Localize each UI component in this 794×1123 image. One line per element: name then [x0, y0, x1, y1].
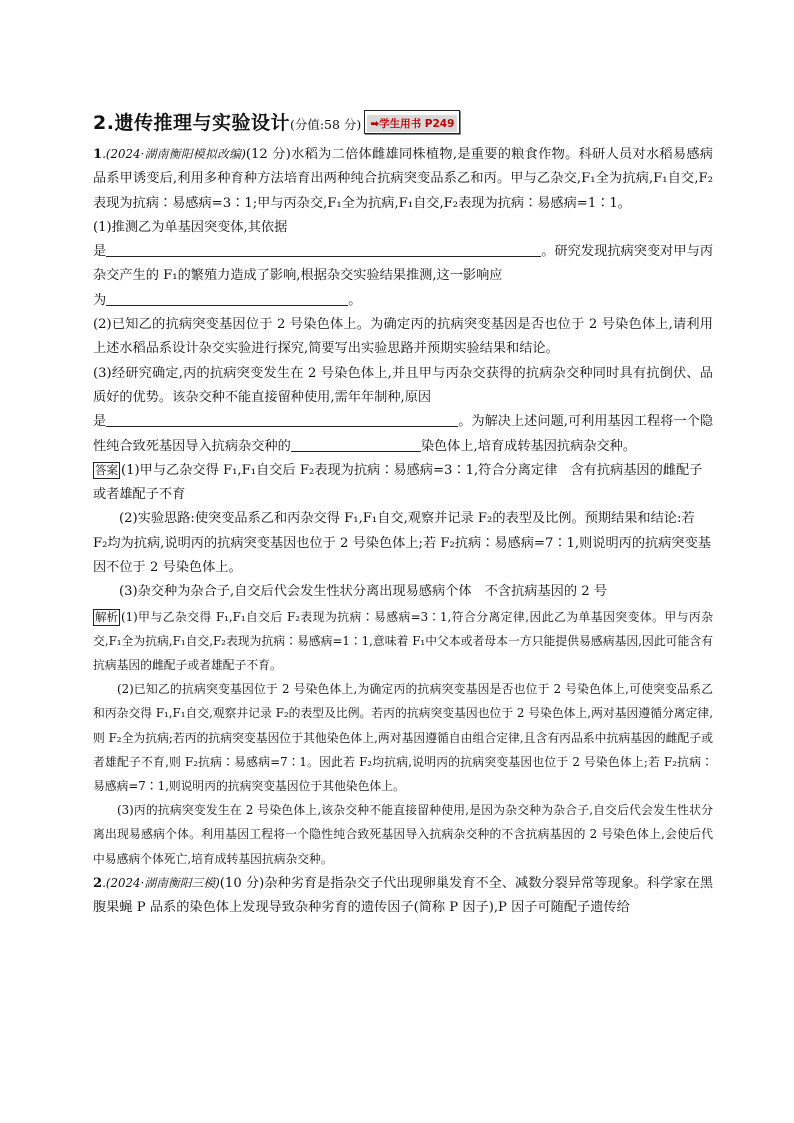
- question-1-part-1-blanks: [93, 240, 713, 313]
- text-segment: 。研究发现抗病突变对甲与丙杂交产生的 F₁的繁殖力造成了影响,根据杂交实验结果推测,这一影响应: [93, 244, 714, 284]
- explanation-tag: 解析: [95, 609, 118, 624]
- text-segment: 为: [93, 292, 107, 308]
- question-1-stem: [93, 142, 713, 216]
- answer-part-3: (3)杂交种为杂合子,自交后代会发生性状分离出现易感病个体 不含抗病基因的 2 号: [119, 584, 608, 600]
- reference-label: 学生用书 P249: [379, 118, 455, 130]
- answer-part-1: [93, 459, 713, 508]
- question-2-points: (10 分): [219, 875, 265, 891]
- question-2-source: .(2024·湖南衡阳三模): [102, 875, 220, 890]
- question-2-stem: [93, 871, 713, 921]
- text-segment: 染色体上,培育成转基因抗病杂交种。: [420, 438, 637, 454]
- content-body: [93, 142, 713, 920]
- answer-blank[interactable]: [106, 290, 348, 306]
- answer-blank[interactable]: [106, 411, 458, 427]
- text-segment: 。: [348, 292, 362, 308]
- text-segment: (3)经研究确定,丙的抗病突变发生在 2 号染色体上,并且甲与丙杂交获得的抗病杂交种同时具有抗倒伏、品质好的优势。该杂交种不能直接留种使用,需年年制种,原因: [93, 365, 713, 405]
- text-segment: 是: [93, 414, 107, 430]
- student-book-reference[interactable]: [364, 110, 460, 134]
- question-1-part-2: (2)已知乙的抗病突变基因位于 2 号染色体上。为确定丙的抗病突变基因是否也位于 2 号染色体上,请利用上述水稻品系设计杂交实验进行探究,简要写出实验思路并预期实验结果和结论。: [93, 317, 713, 357]
- explanation-text: (1)甲与乙杂交得 F₁,F₁自交后 F₂表现为抗病∶易感病=3∶1,符合分离定律,因此乙为单基因突变体。甲与丙杂交,F₁全为抗病,F₁自交,F₂表现为抗病∶易感病=1∶1,意味着 F₁中父本或者母本一方只能提供易感病基因,因此可能含有抗病基因的雌配子或者雄配子不育。: [93, 609, 713, 673]
- question-1-source: .(2024·湖南衡阳模拟改编): [102, 147, 246, 161]
- question-1-part-1-prompt: (1)推测乙为单基因突变体,其依据: [93, 219, 288, 235]
- question-2-number: 2: [93, 875, 103, 891]
- text-segment: 。为解决上述问题,可利用基因工程将一个隐性纯合致死基因导入抗病杂交种的: [93, 414, 714, 454]
- text-segment: 是: [93, 244, 107, 260]
- explanation-part-1: [93, 605, 713, 678]
- answer-part-2: (2)实验思路:使突变品系乙和丙杂交得 F₁,F₁自交,观察并记录 F₂的表型及比例。预期结果和结论:若 F₂均为抗病,说明丙的抗病突变基因也位于 2 号染色体上;若 F₂抗病∶易感病=7∶1,则说明丙的抗病突变基因不位于 2 号染色体上。: [93, 511, 711, 576]
- question-1-points: (12 分): [245, 147, 291, 162]
- arrow-icon: ➡: [370, 118, 380, 130]
- answer-blank[interactable]: [106, 241, 541, 257]
- answer-blank[interactable]: [291, 436, 421, 452]
- question-1-part-3: [93, 362, 713, 459]
- answer-text: (1)甲与乙杂交得 F₁,F₁自交后 F₂表现为抗病∶易感病=3∶1,符合分离定律 含有抗病基因的雌配子或者雄配子不育: [93, 462, 703, 503]
- section-title: 2.遗传推理与实验设计: [93, 112, 290, 134]
- section-header: [93, 108, 460, 135]
- question-1-number: 1: [93, 147, 103, 162]
- answer-tag: 答案: [95, 462, 118, 477]
- question-2-text: 杂种劣育是指杂交子代出现卵巢发育不全、减数分裂异常等现象。科学家在黑腹果蝇 P 品系的染色体上发现导致杂种劣育的遗传因子(简称 P 因子),P 因子可随配子遗传给: [93, 875, 714, 916]
- explanation-part-3: (3)丙的抗病突变发生在 2 号染色体上,该杂交种不能直接留种使用,是因为杂交种为杂合子,自交后代会发生性状分离出现易感病个体。利用基因工程将一个隐性纯合致死基因导入抗病杂交种的不含抗病基因的 2 号染色体上,会使后代中易感病个体死亡,培育成转基因抗病杂交种。: [93, 803, 713, 866]
- question-1-text: 水稻为二倍体雌雄同株植物,是重要的粮食作物。科研人员对水稻易感病品系甲诱变后,利用多种育种方法培育出两种纯合抗病突变品系乙和丙。甲与乙杂交,F₁全为抗病,F₁自交,F₂表现为抗病∶易感病=3∶1;甲与丙杂交,F₁全为抗病,F₁自交,F₂表现为抗病∶易感病=1∶1。: [93, 147, 713, 211]
- explanation-part-2: (2)已知乙的抗病突变基因位于 2 号染色体上,为确定丙的抗病突变基因是否也位于 2 号染色体上,可使突变品系乙和丙杂交得 F₁,F₁自交,观察并记录 F₂的表型及比例。若丙的抗病突变基因也位于 2 号染色体上,两对基因遵循分离定律,则 F₂全为抗病;若丙的抗病突变基因位于其他染色体上,两对基因遵循自由组合定律,且含有丙品系中抗病基因的雌配子或者雄配子不育,则 F₂抗病∶易感病=7∶1。因此若 F₂均抗病,说明丙的抗病突变基因也位于 2 号染色体上;若 F₂抗病∶易感病=7∶1,则说明丙的抗病突变基因位于其他染色体上。: [93, 682, 713, 794]
- section-score: (分值:58 分): [289, 117, 362, 132]
